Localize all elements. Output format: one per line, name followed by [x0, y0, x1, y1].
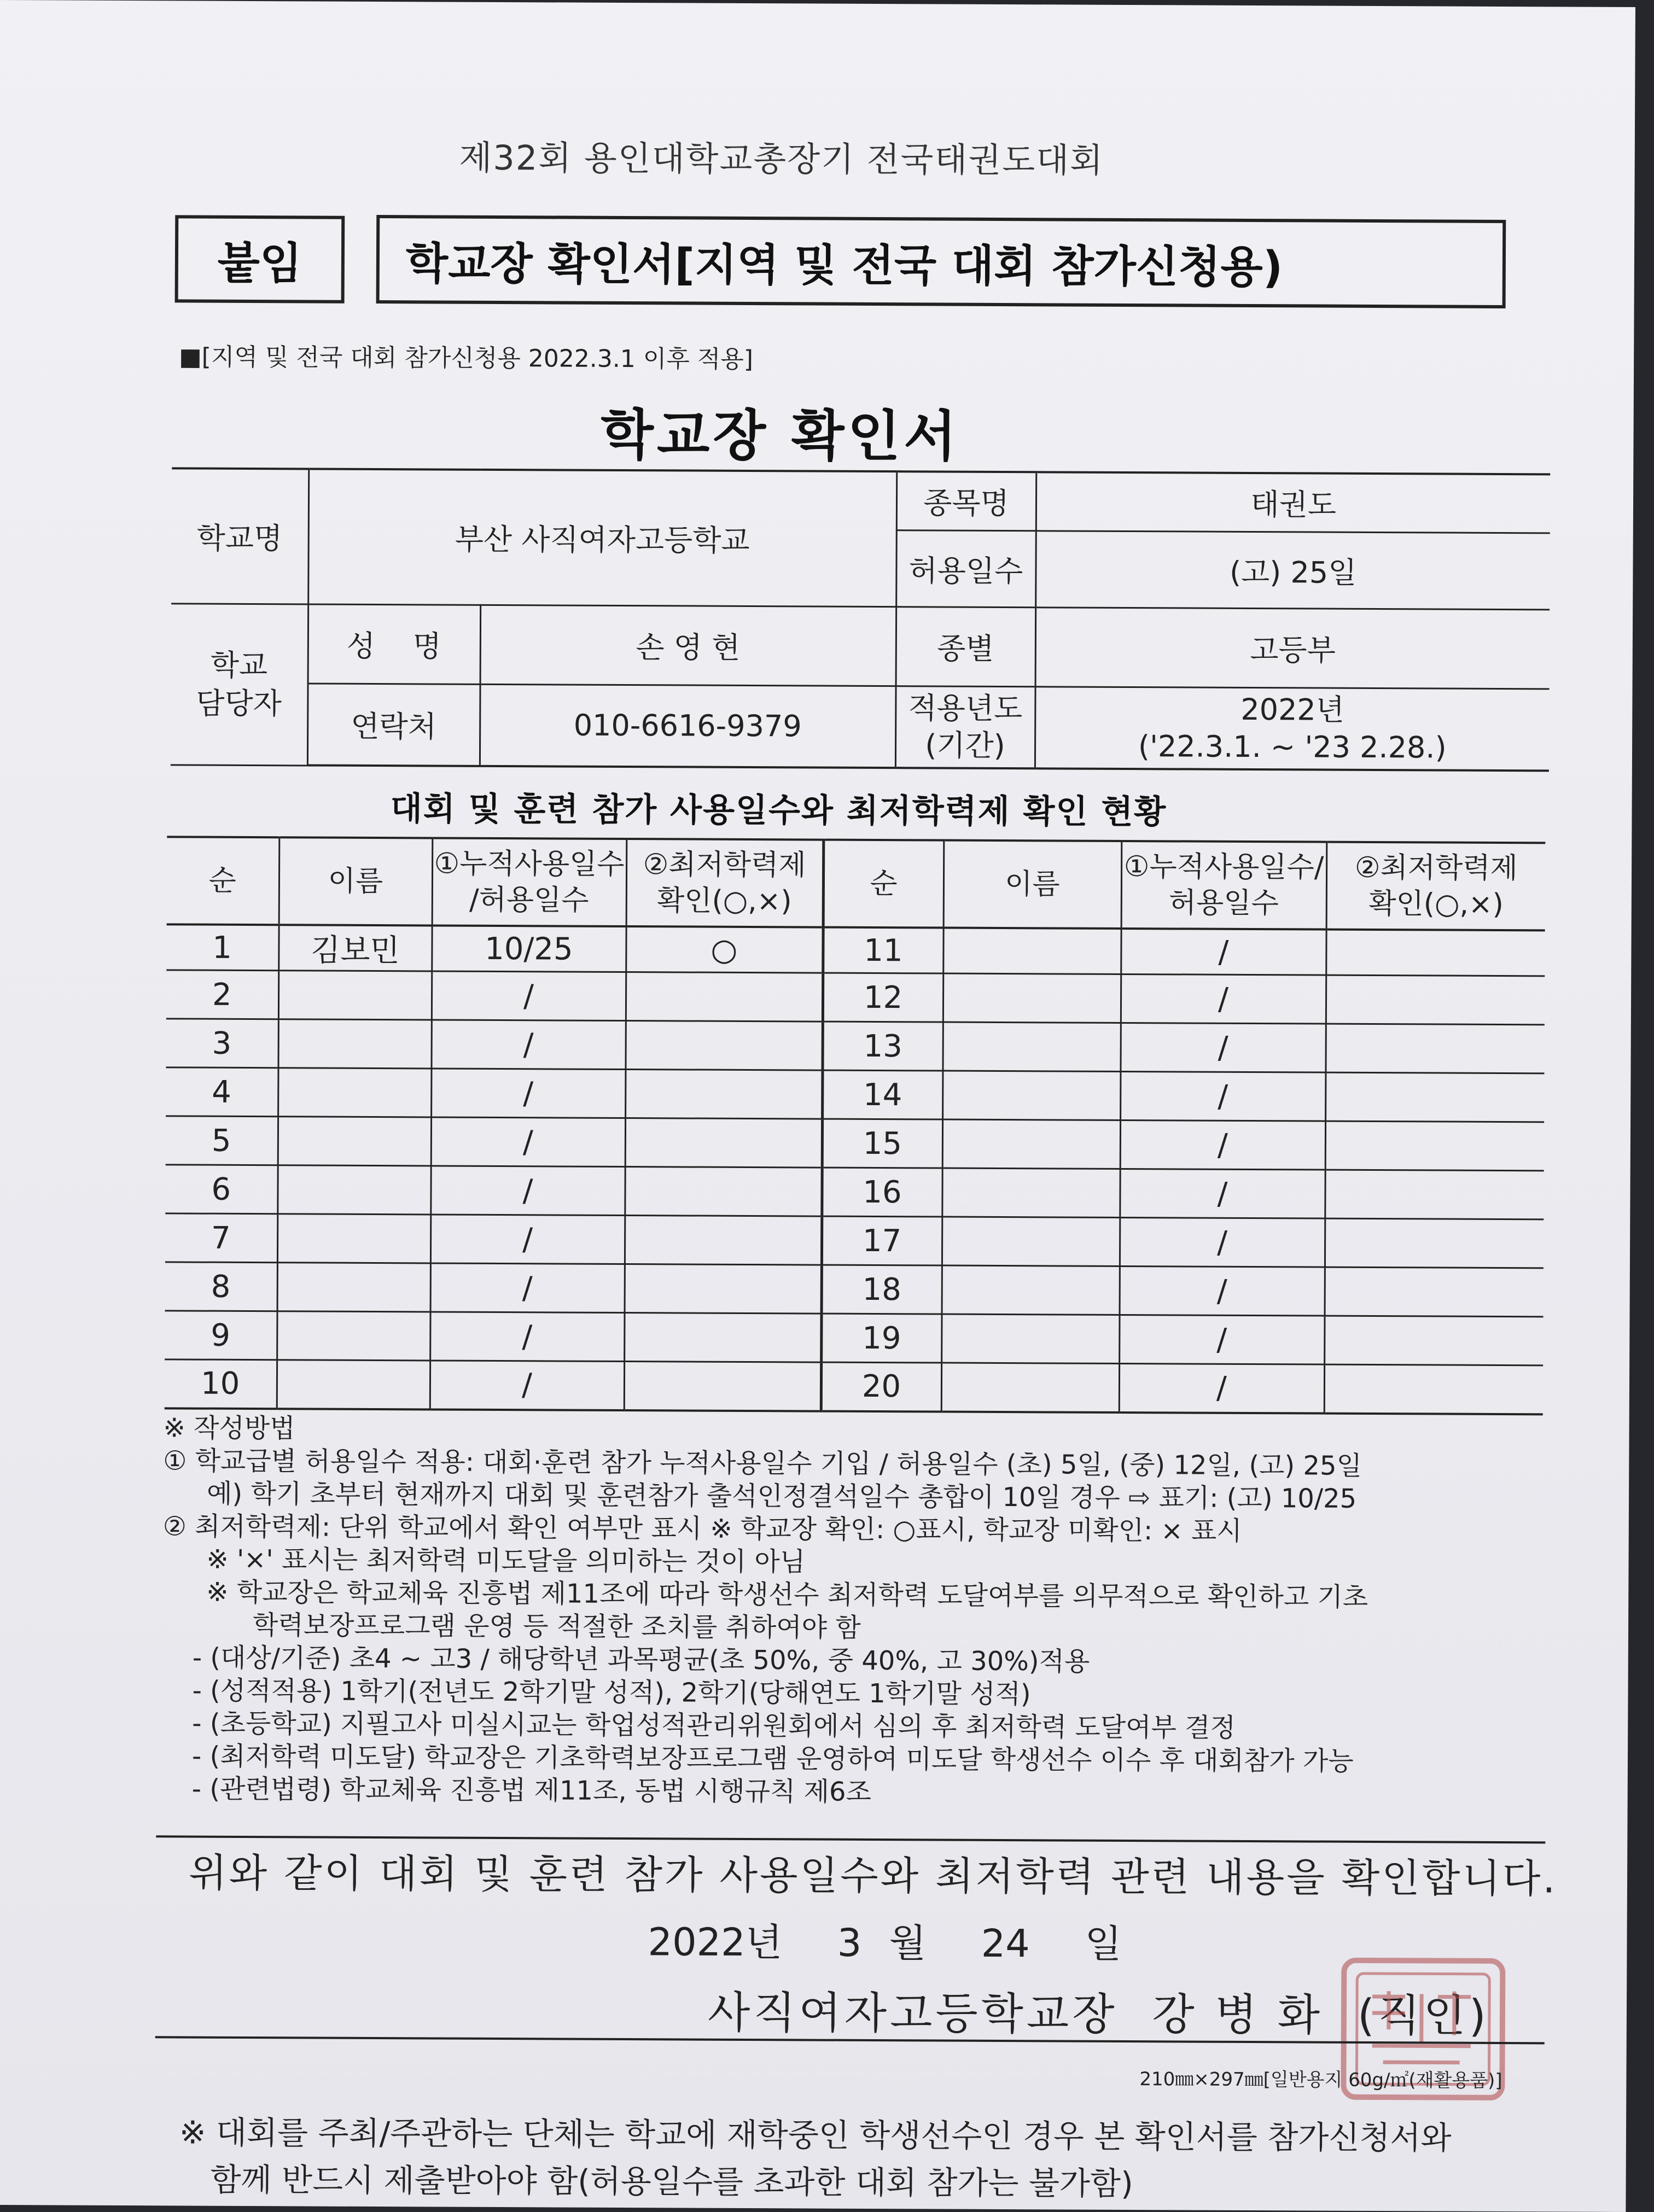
cell-check — [625, 1021, 822, 1071]
cell-no: 20 — [821, 1362, 941, 1411]
allowed-days-label: 허용일수 — [896, 530, 1036, 607]
table-row — [165, 1359, 1543, 1414]
cell-check — [1326, 975, 1545, 1025]
cell-days: / — [431, 1069, 625, 1118]
cell-check — [625, 1118, 822, 1168]
cell-days: / — [430, 1312, 624, 1362]
cell-name — [278, 1068, 431, 1117]
cell-no: 3 — [166, 1019, 278, 1068]
cell-name — [941, 1363, 1119, 1412]
instruction-line: - (관련법령) 학교체육 진흥법 제11조, 동법 시행규칙 제6조 — [191, 1773, 872, 1807]
cell-no: 15 — [822, 1119, 942, 1168]
cell-days: 10/25 — [432, 925, 626, 972]
category-value: 고등부 — [1035, 607, 1550, 688]
table-row — [165, 1262, 1544, 1317]
event-title: 제32회 용인대학교총장기 전국태권도대회 — [459, 137, 1104, 180]
header-check-2: ②최저학력제 확인(○,×) — [1326, 842, 1546, 931]
cell-check — [1326, 930, 1545, 976]
cell-no: 12 — [823, 973, 943, 1022]
confirmation-statement: 위와 같이 대회 및 훈련 참가 사용일수와 최저학력 관련 내용을 확인합니다. — [188, 1849, 1558, 1902]
cell-name — [942, 1168, 1120, 1217]
writing-instructions — [162, 1411, 1553, 1811]
cell-check — [1325, 1170, 1544, 1219]
roster-table — [165, 836, 1546, 1415]
cell-check — [624, 1362, 821, 1411]
table-row — [165, 1213, 1544, 1268]
table-row — [166, 924, 1545, 976]
cell-name — [941, 1314, 1119, 1363]
cell-days: / — [1120, 1169, 1325, 1218]
cell-name — [278, 1117, 431, 1166]
cell-no: 18 — [822, 1265, 942, 1314]
cell-name — [277, 1165, 430, 1215]
cell-days: / — [430, 1361, 624, 1410]
allowed-days-value: (고) 25일 — [1035, 530, 1550, 609]
cell-no: 1 — [166, 924, 278, 970]
table-row — [165, 1311, 1543, 1365]
instruction-line: 학력보장프로그램 운영 등 적절한 조치를 취하여야 함 — [252, 1610, 861, 1643]
status-caption: 대회 및 훈련 참가 사용일수와 최저학력제 확인 현황 — [390, 790, 1167, 832]
cell-days: / — [1120, 1023, 1325, 1072]
form-title: 학교장 확인서[지역 및 전국 대회 참가신청용) — [376, 215, 1506, 308]
cell-name — [942, 1119, 1120, 1169]
cell-check — [625, 1167, 822, 1217]
cell-no: 5 — [166, 1116, 278, 1165]
cell-check — [1325, 1072, 1544, 1122]
cell-no: 7 — [165, 1213, 277, 1263]
period-value: ('22.3.1. ~ '23 2.28.) — [1138, 728, 1447, 765]
cell-days: / — [430, 1166, 625, 1216]
header-no-2: 순 — [823, 840, 944, 928]
instruction-line: - (성적적용) 1학기(전년도 2학기말 성적), 2학기(당해연도 1학기말 성적) — [192, 1675, 1031, 1710]
cell-check — [625, 1216, 822, 1265]
cell-name — [277, 1214, 430, 1263]
cell-days: / — [431, 1020, 625, 1070]
attachment-label: 붙임 — [175, 215, 345, 303]
cell-name — [277, 1263, 430, 1312]
cell-check — [624, 1313, 821, 1363]
header-days: ①누적사용일수 /허용일수 — [432, 838, 627, 926]
cell-check — [625, 1070, 822, 1119]
cell-name: 김보민 — [278, 925, 432, 971]
document-title: 학교장 확인서 — [601, 402, 960, 469]
cell-no: 17 — [822, 1216, 942, 1265]
cell-name — [278, 971, 432, 1020]
cell-check — [1325, 1121, 1544, 1171]
year-label: 적용년도 (기간) — [895, 686, 1035, 768]
footer-note — [179, 2109, 1451, 2208]
cell-days: / — [1121, 929, 1326, 975]
instruction-line: - (최저학력 미도달) 학교장은 기초학력보장프로그램 운영하여 미도달 학생선수 이수 후 대회참가 가능 — [191, 1741, 1354, 1777]
cell-no: 9 — [165, 1311, 277, 1360]
sport-label: 종목명 — [896, 471, 1036, 530]
footer-line-2: 함께 반드시 제출받아야 함(허용일수를 초과한 대회 참가는 불가함) — [210, 2161, 1133, 2203]
cell-days: / — [1119, 1363, 1324, 1413]
school-info-table — [171, 467, 1550, 772]
instruction-line: ※ '×' 표시는 최저학력 미도달을 의미하는 것이 아님 — [206, 1544, 806, 1578]
instruction-line: ② 최저학력제: 단위 학교에서 확인 여부만 표시 ※ 학교장 확인: ○표시, 학교장 미확인: × 표시 — [162, 1511, 1242, 1546]
header-check: ②최저학력제 확인(○,×) — [626, 839, 824, 927]
cell-days: / — [1120, 1217, 1325, 1267]
cell-days: / — [430, 1263, 625, 1313]
table-row — [166, 1116, 1544, 1171]
table-row — [166, 1019, 1544, 1073]
cell-no: 13 — [822, 1022, 942, 1071]
cell-no: 4 — [166, 1067, 278, 1117]
table-row — [165, 1165, 1544, 1219]
instruction-line: - (초등학교) 지필고사 미실시교는 학업성적관리위원회에서 심의 후 최저학력 도달여부 결정 — [192, 1708, 1236, 1743]
roster-header-row — [167, 837, 1546, 930]
cell-check — [1324, 1364, 1543, 1414]
cell-check — [1325, 1267, 1544, 1317]
phone-value: 010-6616-9379 — [480, 684, 896, 768]
contact-person-label: 학교 담당자 — [171, 603, 308, 765]
cell-days: / — [431, 1117, 625, 1167]
cell-name — [278, 1019, 431, 1069]
instruction-line: ① 학교급별 허용일수 적용: 대회·훈련 참가 누적사용일수 기입 / 허용일수 (초) 5일, (중) 12일, (고) 25일 — [163, 1445, 1362, 1481]
instruction-line: ※ 작성방법 — [163, 1413, 295, 1444]
school-name-label: 학교명 — [171, 468, 308, 604]
cell-days: / — [430, 1215, 625, 1264]
cell-no: 14 — [822, 1070, 942, 1119]
principal-signature: 사직여자고등학교장 강 병 화 (직인) — [707, 1987, 1490, 2041]
cell-check — [626, 972, 823, 1022]
cell-name — [277, 1311, 430, 1361]
cell-no: 2 — [166, 970, 278, 1019]
table-row — [166, 1067, 1544, 1122]
cell-check — [1325, 1024, 1544, 1073]
cell-days: / — [1120, 1266, 1325, 1316]
cell-name — [942, 1217, 1120, 1266]
cell-name — [942, 1265, 1120, 1315]
year-cell — [1035, 686, 1550, 771]
phone-label: 연락처 — [307, 683, 480, 766]
cell-check — [1324, 1316, 1543, 1365]
cell-name — [943, 928, 1121, 974]
category-label: 종별 — [896, 606, 1036, 686]
sport-value: 태권도 — [1036, 472, 1550, 533]
roster-body — [165, 924, 1545, 1414]
paper-spec: 210㎜×297㎜[일반용지 60g/㎡(재활용품)] — [1139, 2068, 1502, 2092]
header-days-2: ①누적사용일수/ 허용일수 — [1121, 841, 1327, 930]
name-value: 손 영 현 — [480, 605, 896, 686]
cell-name — [943, 973, 1121, 1023]
cell-check — [1325, 1218, 1544, 1268]
cell-no: 19 — [821, 1314, 941, 1363]
instruction-line: - (대상/기준) 초4 ~ 고3 / 해당학년 과목평균(초 50%, 중 40%, 고 30%)적용 — [192, 1642, 1090, 1677]
cell-check: ○ — [626, 926, 823, 973]
school-name-value: 부산 사직여자고등학교 — [308, 469, 896, 606]
cell-no: 6 — [165, 1165, 277, 1214]
header-name-2: 이름 — [944, 841, 1122, 929]
scope-note: ■[지역 및 전국 대회 참가신청용 2022.3.1 이후 적용] — [179, 343, 754, 374]
header-no: 순 — [167, 837, 279, 925]
cell-name — [942, 1022, 1120, 1071]
cell-days: / — [1120, 1120, 1325, 1170]
cell-name — [277, 1360, 430, 1409]
year-value: 2022년 — [1240, 692, 1345, 727]
cell-no: 11 — [823, 927, 943, 973]
cell-days: / — [1119, 1315, 1324, 1364]
cell-check — [625, 1264, 822, 1314]
cell-days: / — [1121, 974, 1326, 1024]
cell-days: / — [432, 971, 626, 1021]
table-row — [166, 970, 1545, 1025]
cell-no: 10 — [165, 1359, 277, 1409]
cell-days: / — [1120, 1071, 1325, 1121]
header-name: 이름 — [279, 837, 433, 925]
instruction-line: 예) 학기 초부터 현재까지 대회 및 훈련참가 출석인정결석일수 총합이 10일 경우 ⇨ 표기: (고) 10/25 — [206, 1478, 1357, 1514]
instruction-line: ※ 학교장은 학교체육 진흥법 제11조에 따라 학생선수 최저학력 도달여부를 의무적으로 확인하고 기초 — [206, 1577, 1368, 1613]
cell-name — [942, 1071, 1120, 1120]
cell-no: 8 — [165, 1262, 277, 1311]
cell-no: 16 — [822, 1168, 942, 1217]
confirmation-date: 2022년 3 월 24 일 — [648, 1919, 1122, 1966]
name-label: 성 명 — [308, 604, 481, 684]
footer-line-1: ※ 대회를 주최/주관하는 단체는 학교에 재학중인 학생선수인 경우 본 확인서를 참가신청서와 — [179, 2114, 1452, 2157]
